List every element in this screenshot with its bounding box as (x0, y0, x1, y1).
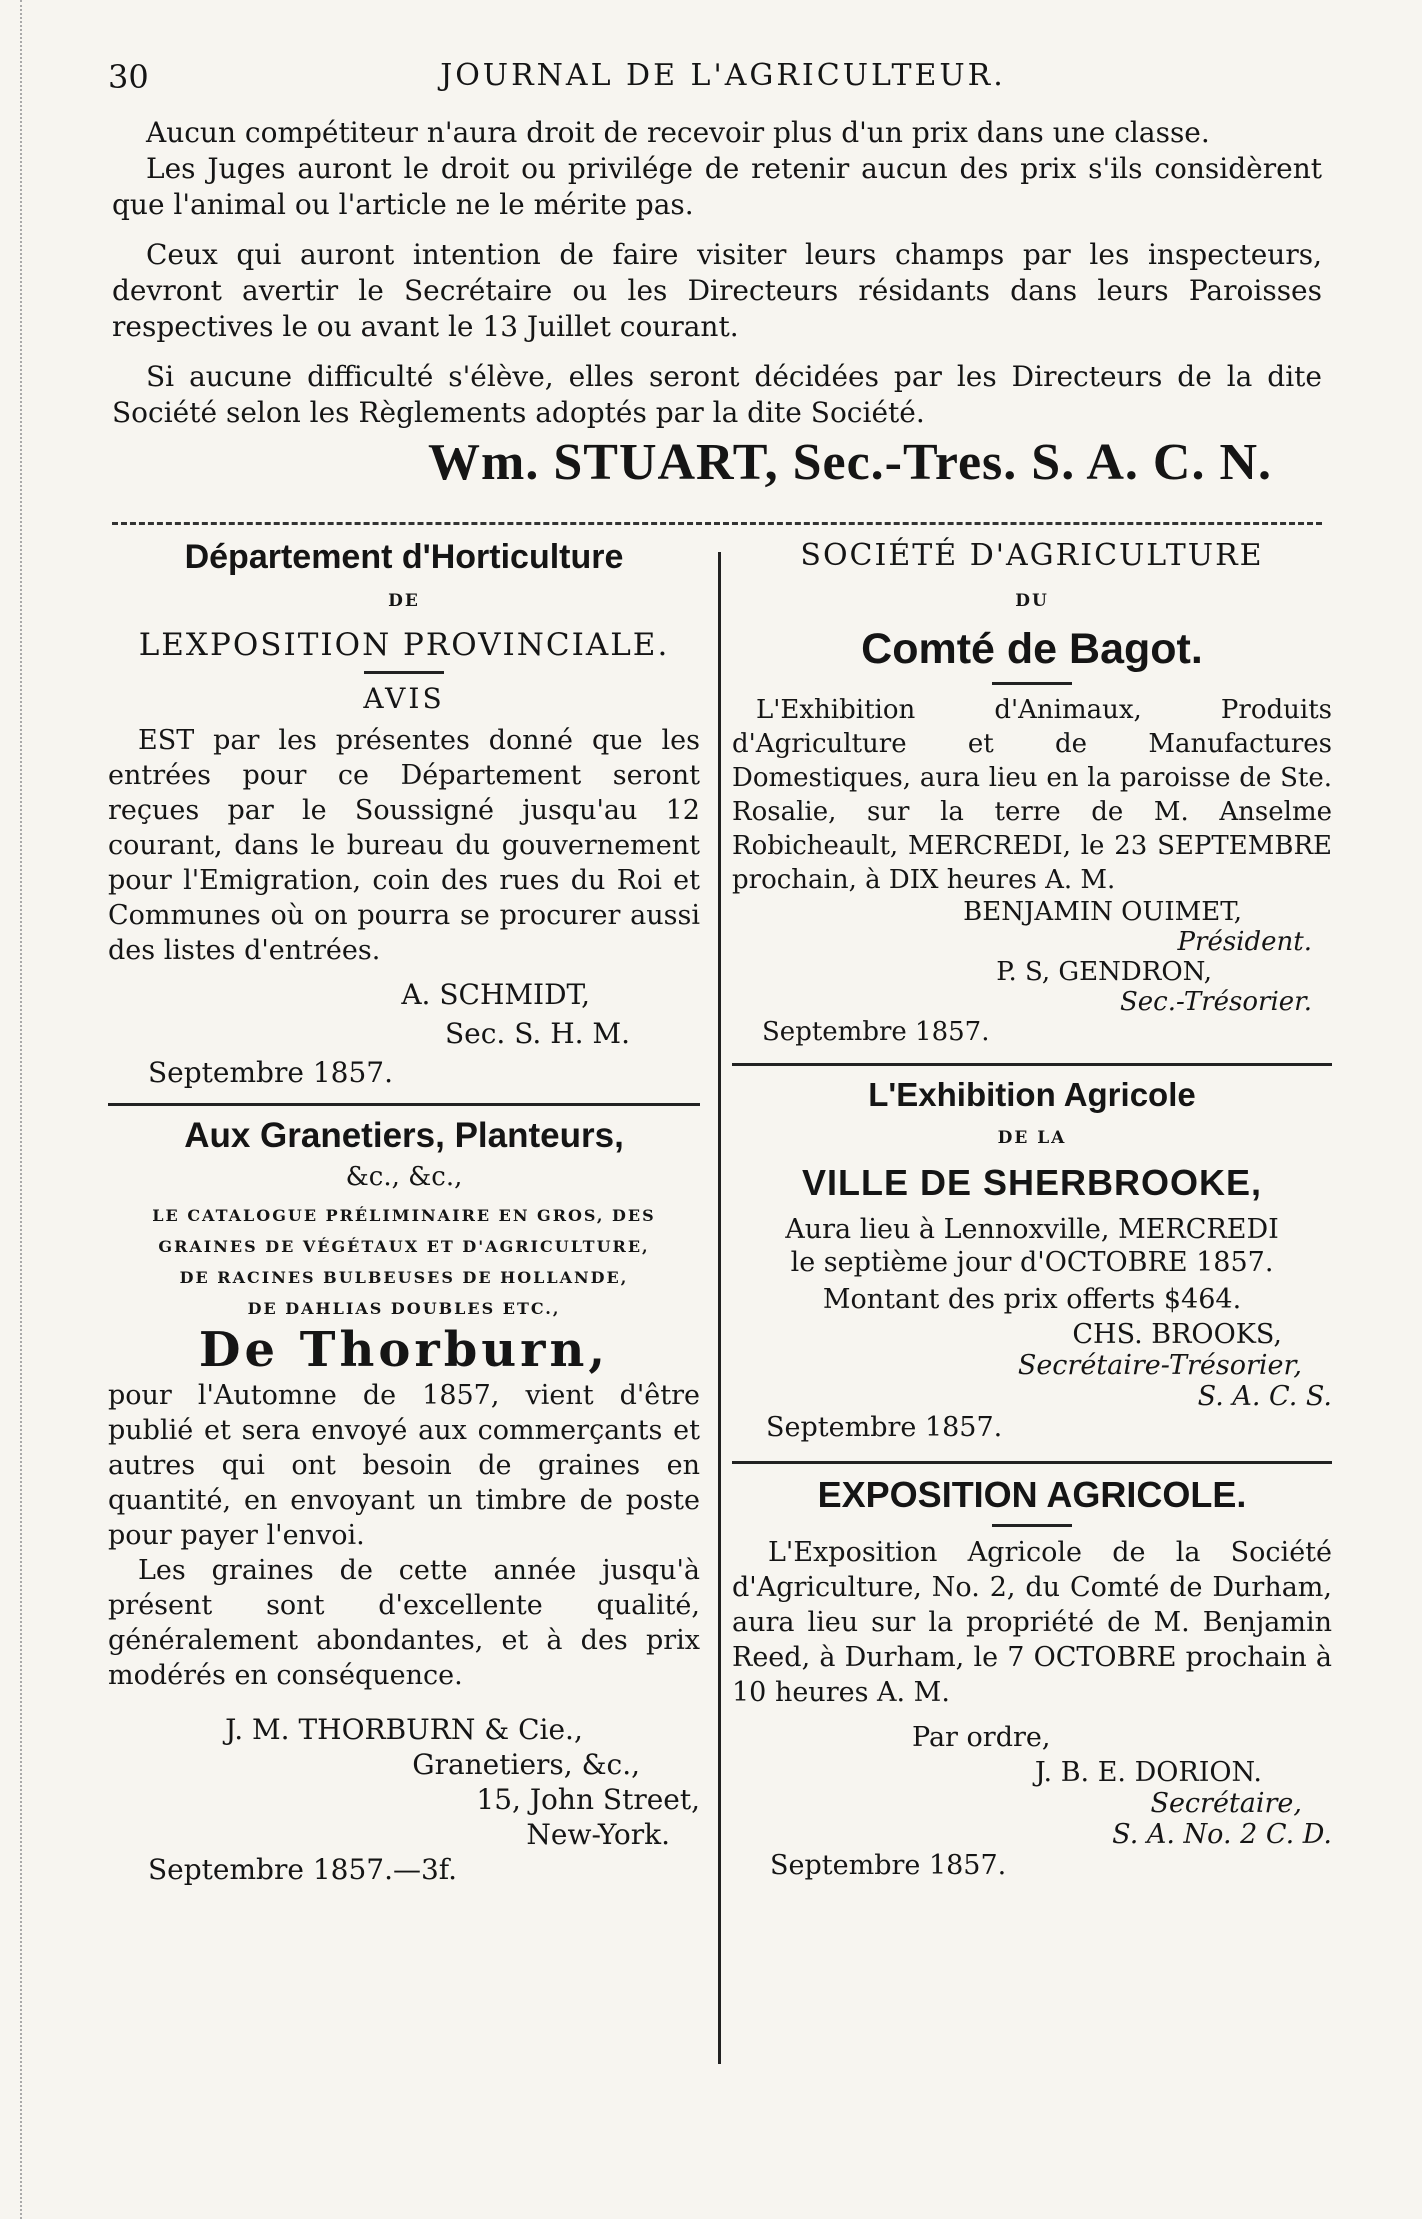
intro-section (112, 115, 1322, 491)
rule (364, 671, 444, 674)
durham-signer: J. B. E. DORION. (1034, 1757, 1262, 1788)
horticulture-subtitle: LEXPOSITION PROVINCIALE. (138, 627, 670, 663)
thorburn-name: De Thorburn, (198, 1322, 610, 1378)
granetiers-paragraph-2: Les graines de cette année jusqu'à présent sont d'excellente qualité, généralement abondantes, et à des prix modérés en conséquence. (108, 1555, 700, 1691)
sherbrooke-de-la: DE LA (997, 1128, 1067, 1148)
horticulture-body: EST par les présentes donné que les entrées pour ce Département seront reçues par le Soussigné jusqu'au 12 courant, dans le bureau du gouvernement pour l'Emigration, coin des rues du Roi et Communes où on pourra se procurer aussi des listes d'entrées. (108, 725, 700, 966)
catalogue-line-3: DE RACINES BULBEUSES DE HOLLANDE, (179, 1268, 629, 1287)
bagot-date: Septembre 1857. (762, 1017, 990, 1047)
catalogue-line-1: LE CATALOGUE PRÉLIMINAIRE EN GROS, DES (152, 1206, 656, 1225)
durham-signer-org: S. A. No. 2 C. D. (1112, 1819, 1332, 1850)
bagot-notice (732, 538, 1332, 1881)
rule (992, 682, 1072, 685)
bagot-name: Comté de Bagot. (861, 625, 1203, 673)
rule (992, 1524, 1072, 1527)
page-header (108, 58, 1338, 108)
rule (108, 1103, 700, 1106)
durham-par-ordre: Par ordre, (912, 1722, 1051, 1753)
horticulture-signer: A. SCHMIDT, (401, 978, 590, 1011)
intro-paragraph-3: Ceux qui auront intention de faire visiter leurs champs par les inspecteurs, devront avertir le Secrétaire ou les Directeurs résidants dans leurs Paroisses respectives le ou avant le 13 Juillet courant. (112, 238, 1322, 343)
granetiers-title: Aux Granetiers, Planteurs, (184, 1116, 624, 1155)
sherbrooke-title: L'Exhibition Agricole (868, 1076, 1196, 1113)
catalogue-line-2: GRAINES DE VÉGÉTAUX ET D'AGRICULTURE, (158, 1237, 650, 1256)
page-number: 30 (108, 58, 149, 96)
sherbrooke-line-1: Aura lieu à Lennoxville, MERCREDI (785, 1214, 1279, 1245)
durham-date: Septembre 1857. (770, 1850, 1007, 1881)
running-title: JOURNAL DE L'AGRICULTEUR. (440, 58, 1006, 93)
catalogue-line-4: DE DAHLIAS DOUBLES ETC., (247, 1299, 561, 1318)
page-edge (0, 0, 22, 2219)
granetiers-etc: &c., &c., (345, 1162, 463, 1192)
sherbrooke-name: VILLE DE SHERBROOKE, (801, 1162, 1263, 1203)
durham-signer-title: Secrétaire, (1150, 1788, 1302, 1819)
rule (732, 1461, 1332, 1464)
column-divider (718, 552, 721, 2064)
bagot-secretary-title: Sec.-Trésorier. (1119, 987, 1312, 1017)
sherbrooke-date: Septembre 1857. (766, 1412, 1003, 1443)
sherbrooke-signer: CHS. BROOKS, (1072, 1319, 1282, 1350)
intro-paragraph-4: Si aucune difficulté s'élève, elles seront décidées par les Directeurs de la dite Société selon les Règlements adoptés par la dite Société. (112, 360, 1322, 429)
durham-title: EXPOSITION AGRICOLE. (817, 1474, 1247, 1515)
bagot-body: L'Exhibition d'Animaux, Produits d'Agriculture et de Manufactures Domestiques, aura lieu en la paroisse de Ste. Rosalie, sur la terre de M. Anselme Robicheault, MERCREDI, le 23 SEPTEMBRE prochain, à DIX heures A. M. (732, 695, 1332, 895)
horticulture-date: Septembre 1857. (148, 1056, 393, 1089)
thorburn-firm-line-2: Granetiers, &c., (412, 1748, 640, 1781)
rule (732, 1063, 1332, 1066)
horticulture-title: Département d'Horticulture (184, 538, 624, 576)
sherbrooke-signer-org: S. A. C. S. (1197, 1381, 1332, 1412)
bagot-president-title: Président. (1177, 927, 1312, 957)
section-divider (112, 522, 1322, 525)
horticulture-de: DE (388, 591, 420, 611)
sherbrooke-line-2: le septième jour d'OCTOBRE 1857. (790, 1247, 1274, 1278)
thorburn-firm: J. M. THORBURN & Cie., (225, 1713, 583, 1746)
sherbrooke-signer-title: Secrétaire-Trésorier, (1017, 1350, 1302, 1381)
bagot-title: SOCIÉTÉ D'AGRICULTURE (800, 538, 1264, 573)
durham-body: L'Exposition Agricole de la Société d'Agriculture, No. 2, du Comté de Durham, aura lieu sur la propriété de M. Benjamin Reed, à Durham, le 7 OCTOBRE prochain à 10 heures A. M. (732, 1537, 1332, 1708)
granetiers-paragraph-1: pour l'Automne de 1857, vient d'être publié et sera envoyé aux commerçants et autres qui ont besoin de graines en quantité, en envoyant un timbre de poste pour payer l'envoi. (108, 1380, 700, 1551)
intro-paragraph-2: Les Juges auront le droit ou privilége de retenir aucun des prix s'ils considèrent que l'animal ou l'article ne le mérite pas. (112, 152, 1322, 221)
horticulture-signer-title: Sec. S. H. M. (444, 1017, 630, 1050)
horticulture-notice (108, 538, 700, 1886)
intro-signature: Wm. STUART, Sec.-Tres. S. A. C. N. (428, 434, 1272, 491)
avis-heading: AVIS (363, 682, 445, 715)
thorburn-address: 15, John Street, (476, 1783, 700, 1816)
bagot-president: BENJAMIN OUIMET, (963, 897, 1242, 927)
granetiers-date: Septembre 1857.—3f. (148, 1853, 458, 1886)
thorburn-city: New-York. (526, 1818, 670, 1851)
bagot-du: DU (1015, 591, 1049, 611)
sherbrooke-line-3: Montant des prix offerts $464. (822, 1284, 1242, 1315)
intro-paragraph-1: Aucun compétiteur n'aura droit de recevoir plus d'un prix dans une classe. (146, 116, 1210, 149)
bagot-secretary: P. S, GENDRON, (996, 957, 1212, 987)
